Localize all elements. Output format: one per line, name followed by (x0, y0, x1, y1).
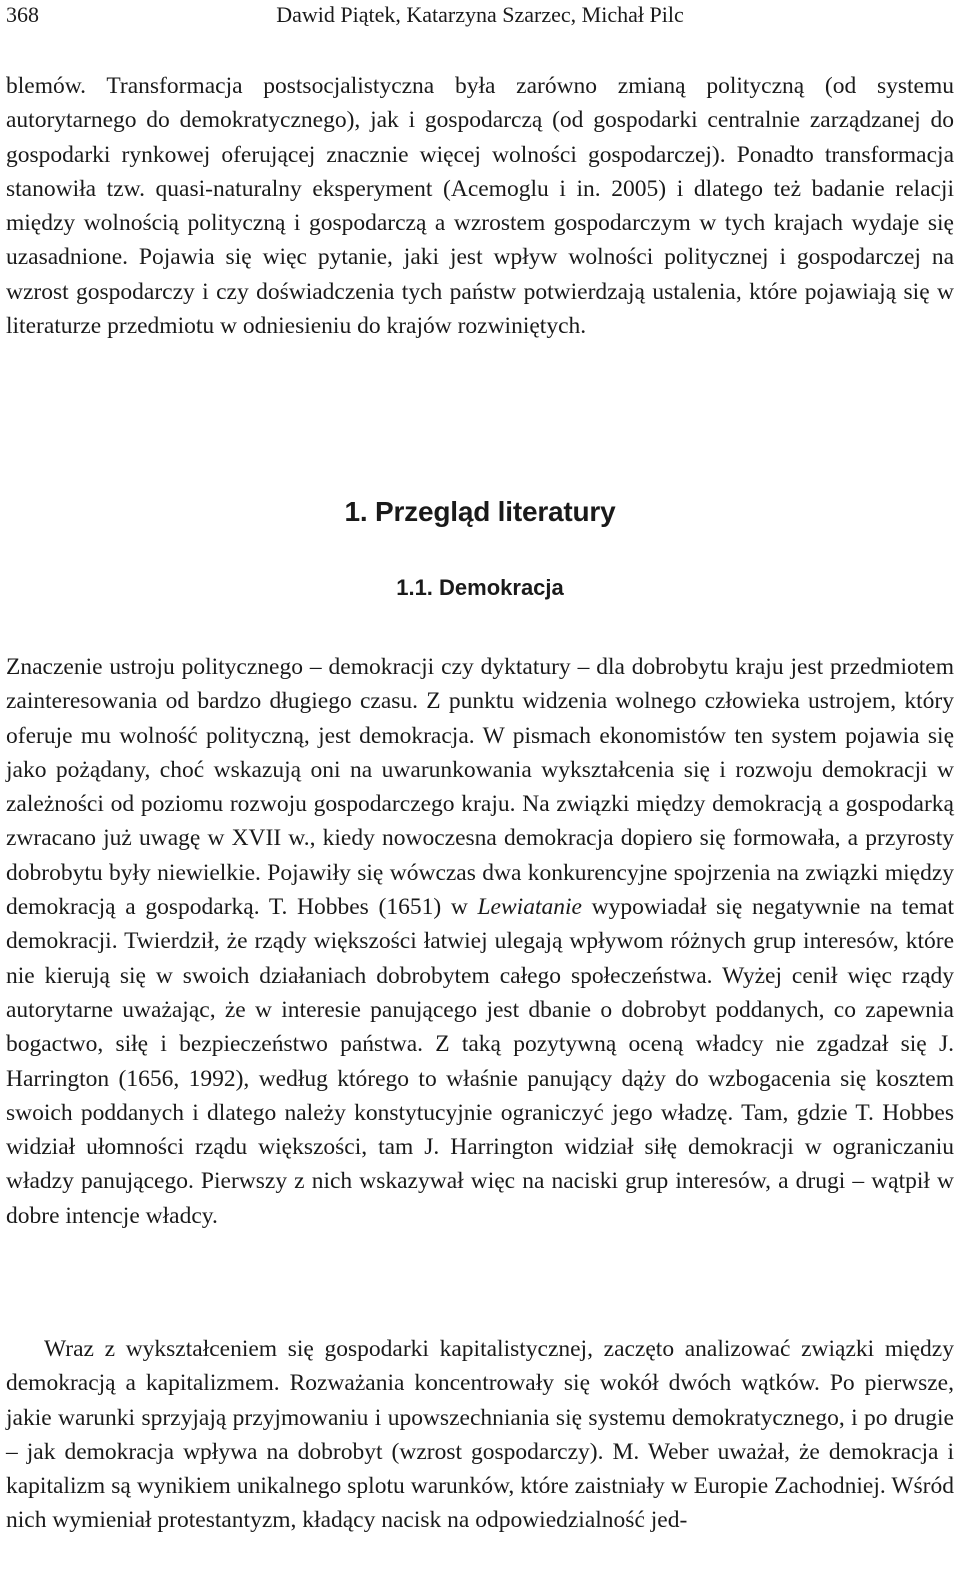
section-heading: 1. Przegląd literatury (344, 496, 616, 527)
paragraph-democracy (6, 650, 954, 1233)
page-number: 368 (6, 2, 39, 27)
running-head-authors: Dawid Piątek, Katarzyna Szarzec, Michał Pilc (276, 2, 684, 27)
paragraph-capitalism: Wraz z wykształceniem się gospodarki kapitalistycznej, zaczęto analizować związki między demokracją a kapitalizmem. Rozważania koncentrowały się wokół dwóch wątków. Po pierwsze, jakie warunki sprzyjają przyjmowaniu i upowszechniania się systemu demokratycznego, i po drugie – jak demokracja wpływa na dobrobyt (wzrost gospodarczy). M. Weber uważał, że demokracja i kapitalizm są wynikiem unikalnego splotu warunków, które zaistniały w Europie Zachodniej. Wśród nich wymieniał protestantyzm, kładący nacisk na odpowiedzialność jed- (6, 1336, 954, 1534)
page-header (6, 2, 954, 30)
book-title-lewiatan: Lewiatanie (477, 894, 582, 921)
paragraph-intro-continuation: blemów. Transformacja postsocjalistyczna była zarówno zmianą polityczną (od systemu autorytarnego do demokratycznego), jak i gospodarczą (od gospodarki centralnie zarządzanej do gospodarki rynkowej oferującej znacznie więcej wolności gospodarczej). Ponadto transformacja stanowiła tzw. quasi-naturalny eksperyment (Acemoglu i in. 2005) i dlatego też badanie relacji między wolnością polityczną i gospodarczą a wzrostem gospodarczym w tych krajach wydaje się uzasadnione. Pojawia się więc pytanie, jaki jest wpływ wolności politycznej i gospodarczej na wzrost gospodarczy i czy doświadczenia tych państw potwierdzają ustalenia, które pojawiają się w literaturze przedmiotu w odniesieniu do krajów rozwiniętych. (6, 73, 954, 340)
paragraph-democracy-text-2: wypowiadał się negatywnie na temat demokracji. Twierdził, że rządy większości łatwiej ulegają wpływom różnych grup interesów, które nie kierują się w swoich działaniach dobrobytem całego społeczeństwa. Wyżej cenił więc rządy autorytarne uważając, że w interesie panującego jest dbanie o dobrobyt poddanych, co zapewnia bogactwo, siłę i bezpieczeństwo państwa. Z taką pozytywną oceną władcy nie zgadzał się J. Harrington (1656, 1992), według którego to właśnie panujący dąży do wzbogacenia się kosztem swoich poddanych i dlatego należy konstytucyjnie ograniczyć jego władzę. Tam, gdzie T. Hobbes widział ułomności rządu większości, tam J. Harrington widział siłę demokracji w ograniczaniu władzy panującego. Pierwszy z nich wskazywał więc na naciski grup interesów, a drugi – wątpił w dobre intencje władcy. (6, 894, 954, 1229)
paragraph-democracy-text-1: Znaczenie ustroju politycznego – demokracji czy dyktatury – dla dobrobytu kraju jest przedmiotem zainteresowania od bardzo długiego czasu. Z punktu widzenia wolnego człowieka ustrojem, który oferuje mu wolność polityczną, jest demokracja. W pismach ekonomistów ten system pojawia się jako pożądany, choć wskazują oni na uwarunkowania wykształcenia się i rozwoju demokracji w zależności od poziomu rozwoju gospodarczego kraju. Na związki między demokracją a gospodarką zwracano już uwagę w XVII w., kiedy nowoczesna demokracja dopiero się formowała, a przyrosty dobrobytu były niewielkie. Pojawiły się wówczas dwa konkurencyjne spojrzenia na związki między demokracją a gospodarką. T. Hobbes (1651) w (6, 654, 954, 921)
subsection-heading: 1.1. Demokracja (396, 575, 564, 600)
